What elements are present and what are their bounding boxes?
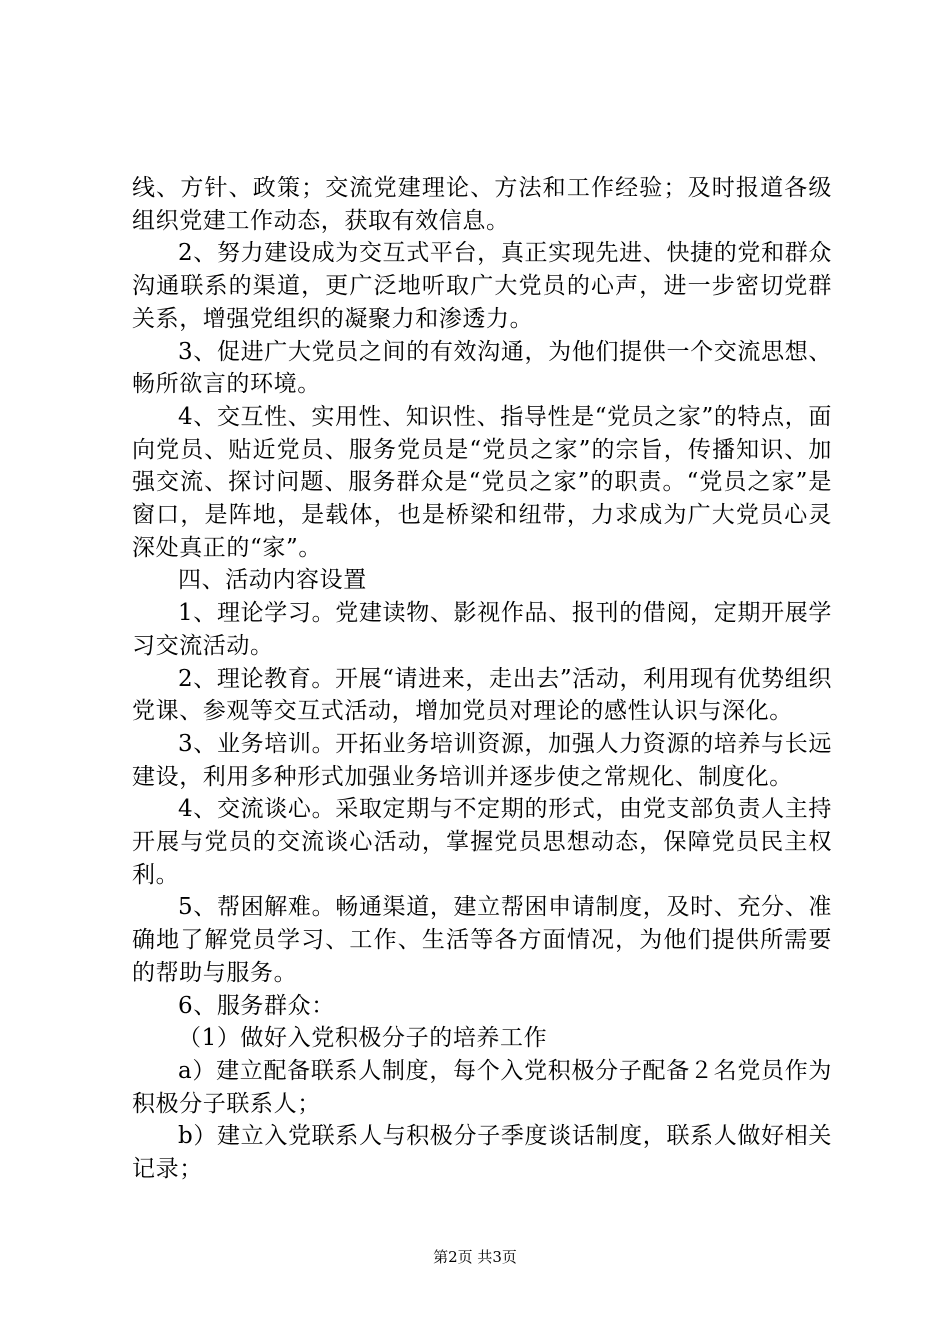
paragraph-theory-study: 1、理论学习。党建读物、影视作品、报刊的借阅，定期开展学习交流活动。 xyxy=(132,600,832,659)
paragraph-continuation: 线、方针、政策；交流党建理论、方法和工作经验；及时报道各级组织党建工作动态，获取有效信息。 xyxy=(132,175,832,234)
paragraph-hardship-relief: 5、帮困解难。畅通渠道，建立帮困申请制度，及时、充分、准确地了解党员学习、工作、生活等各方面情况，为他们提供所需要的帮助与服务。 xyxy=(132,894,832,986)
document-body xyxy=(132,172,832,1186)
page-number-footer: 第2页 共3页 xyxy=(433,1248,517,1266)
paragraph-subitem-a: a）建立配备联系人制度，每个入党积极分子配备２名党员作为积极分子联系人； xyxy=(132,1057,832,1117)
paragraph-serve-masses: 6、服务群众： xyxy=(178,992,335,1019)
paragraph-business-training: 3、业务培训。开拓业务培训资源，加强人力资源的培养与长远建设，利用多种形式加强业务培训并逐步使之常规化、制度化。 xyxy=(132,730,832,790)
paragraph-heart-to-heart: 4、交流谈心。采取定期与不定期的形式，由党支部负责人主持开展与党员的交流谈心活动，掌握党员思想动态，保障党员民主权利。 xyxy=(132,796,832,888)
paragraph-item-3: 3、促进广大党员之间的有效沟通，为他们提供一个交流思想、畅所欲言的环境。 xyxy=(132,338,832,398)
paragraph-subitem-1: （1）做好入党积极分子的培养工作 xyxy=(178,1025,548,1052)
paragraph-item-4: 4、交互性、实用性、知识性、指导性是“党员之家”的特点，面向党员、贴近党员、服务党员是“党员之家”的宗旨，传播知识、加强交流、探讨问题、服务群众是“党员之家”的职责。“党员之家”是窗口，是阵地，是载体，也是桥梁和纽带，力求成为广大党员心灵深处真正的“家”。 xyxy=(132,403,832,561)
paragraph-item-2: 2、努力建设成为交互式平台，真正实现先进、快捷的党和群众沟通联系的渠道，更广泛地听取广大党员的心声，进一步密切党群关系，增强党组织的凝聚力和渗透力。 xyxy=(132,240,832,332)
paragraph-theory-education: 2、理论教育。开展“请进来，走出去”活动，利用现有优势组织党课、参观等交互式活动，增加党员对理论的感性认识与深化。 xyxy=(132,665,832,725)
paragraph-subitem-b: b）建立入党联系人与积极分子季度谈话制度，联系人做好相关记录； xyxy=(132,1123,832,1183)
section-heading-activities: 四、活动内容设置 xyxy=(178,567,367,594)
